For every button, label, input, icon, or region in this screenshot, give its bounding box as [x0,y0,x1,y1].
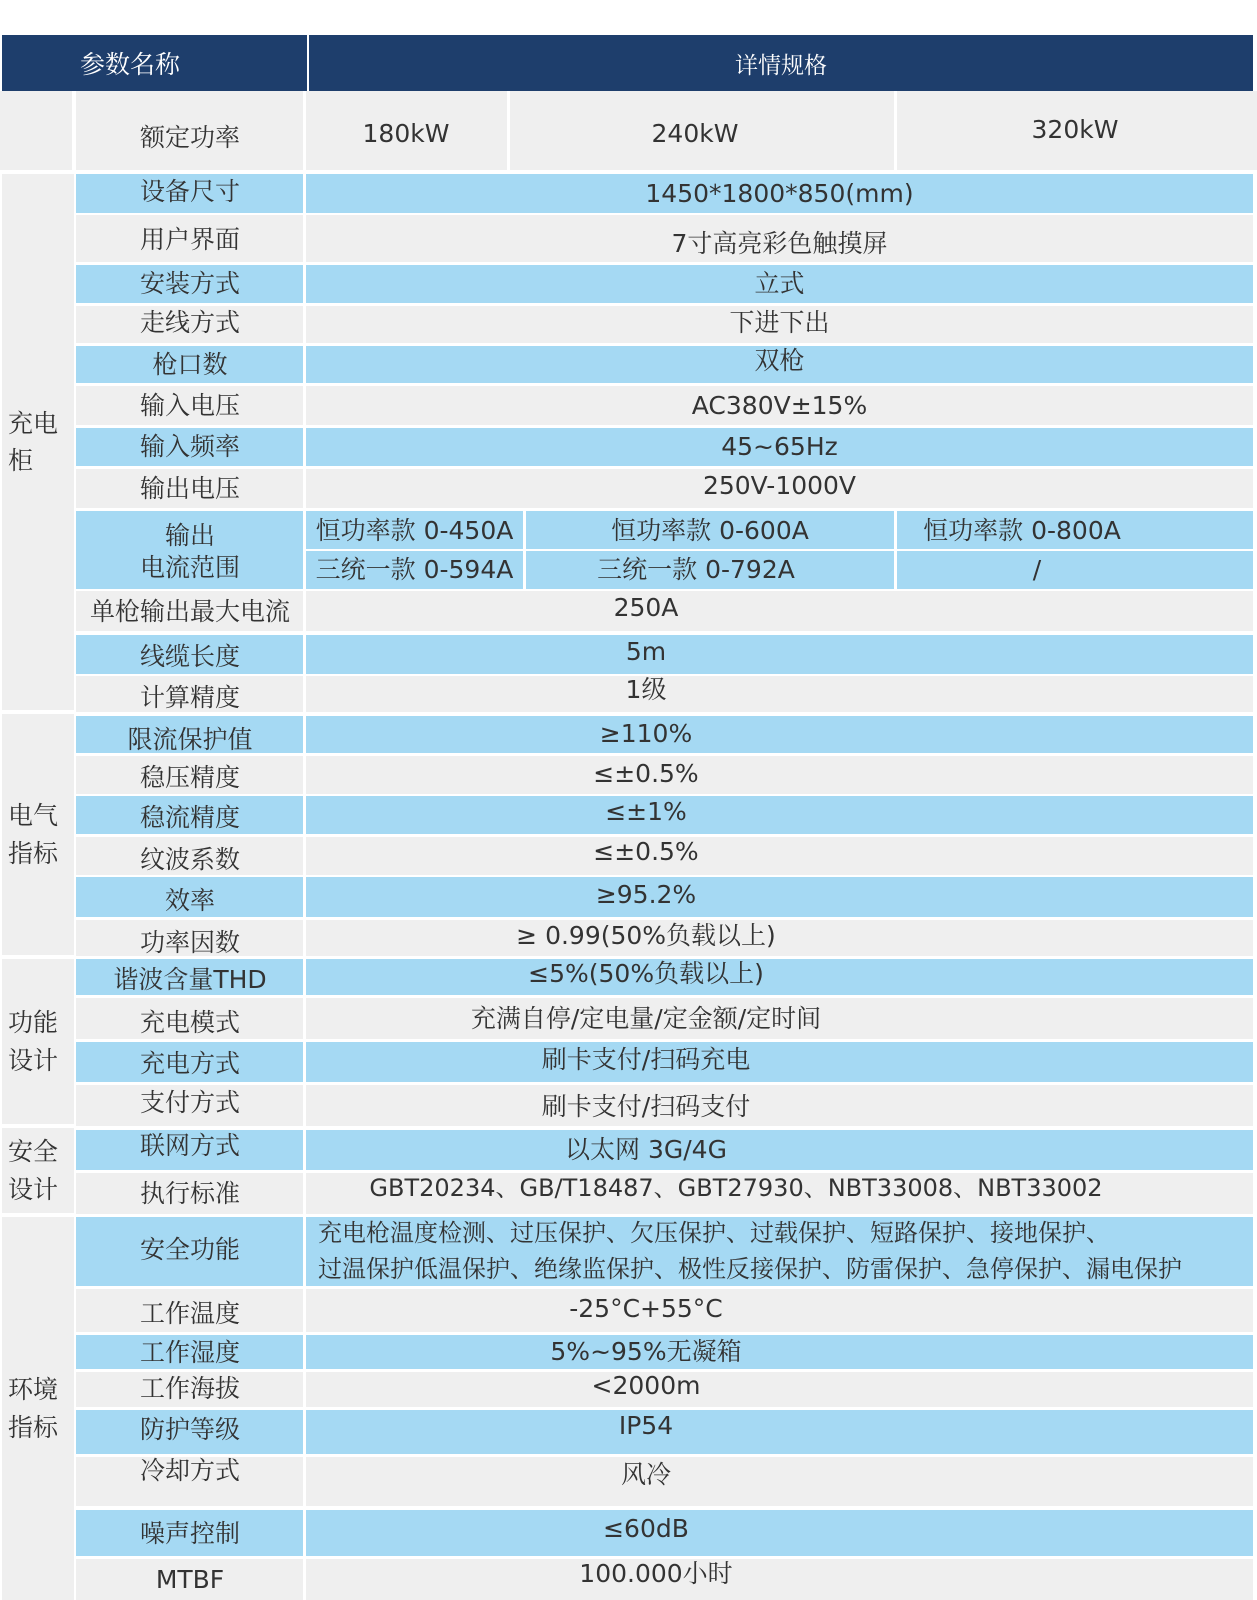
label-standard: 执行标准 [139,1179,240,1209]
group-safety: 安全 设计 [2,1128,74,1213]
value-guns: 双枪 [754,345,805,375]
label-noise: 噪声控制 [139,1519,240,1549]
value-ip: IP54 [618,1411,674,1441]
label-charge-method: 充电方式 [139,1049,240,1079]
value-accuracy: 1级 [625,675,667,705]
label-v-precision: 稳压精度 [139,763,240,793]
value-charge-method: 刷卡支付/扫码充电 [541,1045,751,1075]
value-output-voltage: 250V-1000V [702,470,857,500]
value-standard: GBT20234、GB/T18487、GBT27930、NBT33008、NBT33002 [369,1174,1103,1202]
label-install: 安装方式 [139,269,240,299]
label-ui: 用户界面 [139,224,240,254]
value-safety-function: 充电枪温度检测、过压保护、欠压保护、过载保护、短路保护、接地保护、 过温保护低温保护、绝缘监保护、极性反接保护、防雷保护、急停保护、漏电保护 [318,1219,1182,1283]
value-pf: ≥ 0.99(50%负载以上) [516,921,776,951]
label-ripple: 纹波系数 [139,845,240,875]
group-function: 功能 设计 [2,959,74,1124]
value-limit: ≥110% [599,719,693,749]
label-altitude: 工作海拔 [139,1374,240,1404]
value-temp: -25°C+55°C [569,1294,723,1324]
value-input-freq: 45~65Hz [721,432,838,462]
value-wiring: 下进下出 [729,308,830,338]
current-range-320-unified: / [1032,554,1042,584]
group-environment: 环境 指标 [2,1217,74,1600]
rated-power-240: 240kW [651,119,739,149]
value-noise: ≤60dB [603,1514,689,1544]
label-output-current: 输出 电流范围 [139,520,240,582]
group-charging-cabinet: 充电 柜 [2,174,74,710]
header-param-name: 参数名称 [2,35,307,91]
value-install: 立式 [754,269,805,299]
label-network: 联网方式 [139,1131,240,1161]
label-rated-power: 额定功率 [139,123,240,153]
current-range-320-cp: 恒功率款 0-800A [923,515,1121,545]
value-input-voltage: AC380V±15% [691,390,868,420]
value-size: 1450*1800*850(mm) [645,178,914,208]
value-v-precision: ≤±0.5% [593,759,699,789]
label-output-voltage: 输出电压 [139,473,240,503]
value-pay: 刷卡支付/扫码支付 [541,1092,751,1122]
label-limit: 限流保护值 [127,725,253,755]
label-ip: 防护等级 [139,1415,240,1445]
label-cooling: 冷却方式 [139,1456,240,1486]
label-pay: 支付方式 [139,1088,240,1118]
value-cable: 5m [625,636,667,666]
current-range-180-unified: 三统一款 0-594A [315,554,514,584]
value-humidity: 5%~95%无凝箱 [550,1337,742,1367]
label-size: 设备尺寸 [139,176,240,206]
label-wiring: 走线方式 [139,308,240,338]
value-mtbf: 100.000小时 [579,1559,733,1589]
value-ui: 7寸高亮彩色触摸屏 [671,228,888,258]
label-temp: 工作温度 [139,1299,240,1329]
label-input-voltage: 输入电压 [139,390,240,420]
value-max-current: 250A [613,593,679,623]
label-i-precision: 稳流精度 [139,803,240,833]
label-accuracy: 计算精度 [139,683,240,713]
label-input-freq: 输入频率 [139,432,240,462]
value-thd: ≤5%(50%负载以上) [528,959,764,989]
current-range-180-cp: 恒功率款 0-450A [315,515,514,545]
group-electrical: 电气 指标 [2,714,74,955]
value-ripple: ≤±0.5% [593,837,699,867]
label-cable: 线缆长度 [139,641,240,671]
value-altitude: <2000m [591,1371,701,1401]
label-safety-function: 安全功能 [139,1235,240,1265]
rated-power-320: 320kW [1031,115,1119,145]
current-range-240-unified: 三统一款 0-792A [597,554,795,584]
value-cooling: 风冷 [620,1460,671,1490]
label-guns: 枪口数 [152,349,228,379]
label-max-current: 单枪输出最大电流 [89,597,290,627]
label-pf: 功率因数 [139,928,240,958]
rated-power-180: 180kW [362,119,450,149]
current-range-240-cp: 恒功率款 0-600A [611,515,809,545]
header-spec: 详情规格 [309,35,1253,91]
value-i-precision: ≤±1% [605,797,687,827]
label-efficiency: 效率 [164,886,215,916]
label-mode: 充电模式 [139,1008,240,1038]
label-humidity: 工作湿度 [139,1338,240,1368]
value-efficiency: ≥95.2% [595,880,697,910]
value-mode: 充满自停/定电量/定金额/定时间 [470,1004,822,1034]
label-thd: 谐波含量THD [113,965,267,995]
value-network: 以太网 3G/4G [565,1135,727,1165]
label-mtbf: MTBF [155,1565,225,1595]
